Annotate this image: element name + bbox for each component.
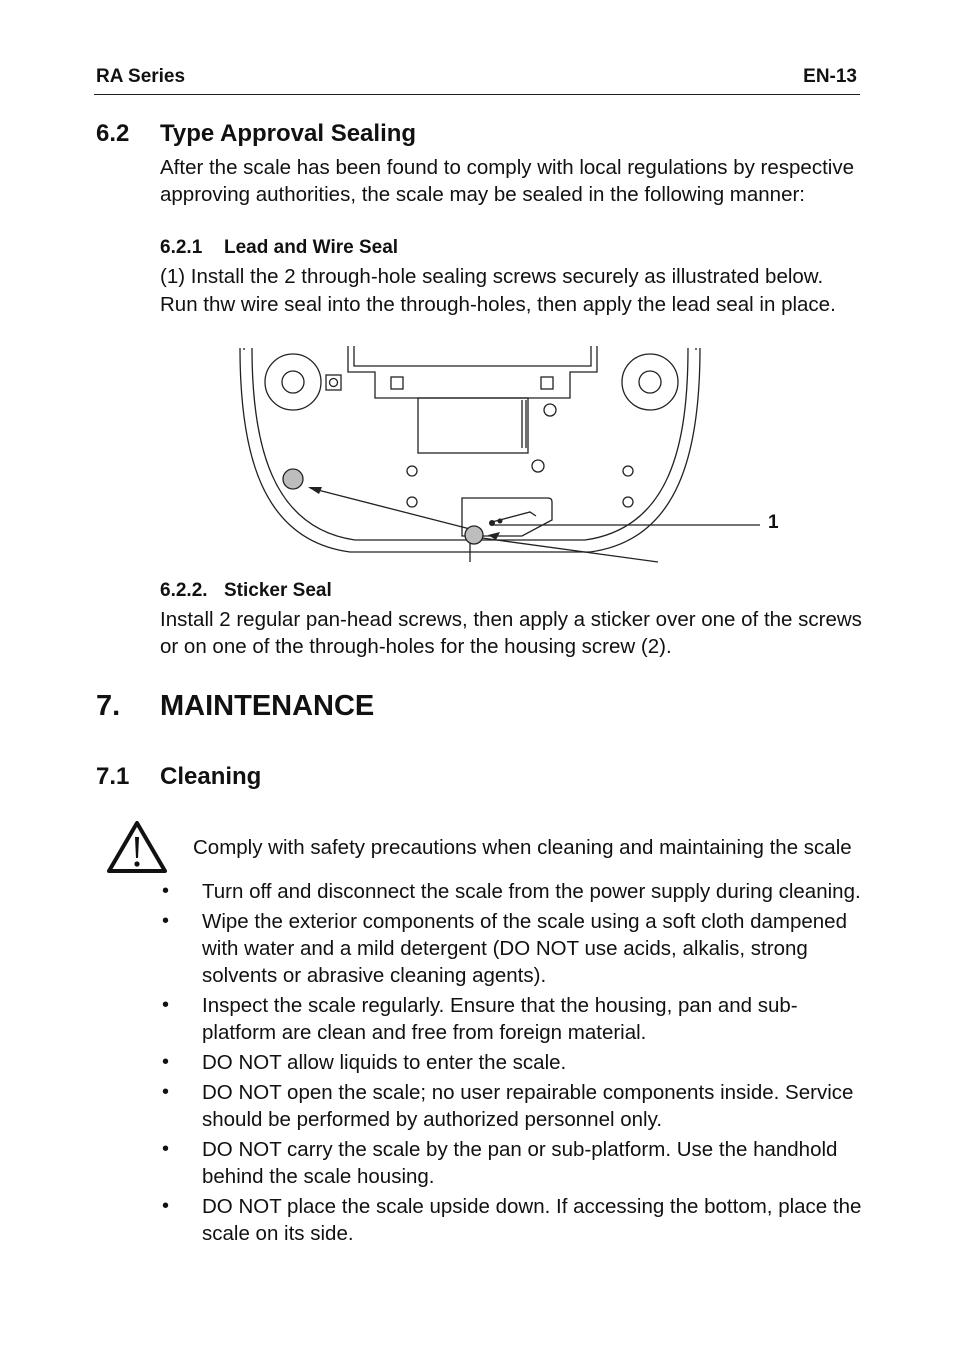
figure-callout-label: 1 [768,512,779,533]
chapter-7-title: MAINTENANCE [160,690,375,722]
center-plate [348,346,597,398]
section-6-2-line-2: approving authorities, the scale may be sealed in the following manner: [160,183,805,206]
section-6-2-2-title: Sticker Seal [224,580,332,601]
list-item-text: DO NOT place the scale upside down. If accessing the bottom, place the [202,1195,862,1218]
section-6-2-title: Type Approval Sealing [160,120,417,147]
module-box [418,398,528,453]
section-6-2-1-line-1: (1) Install the 2 through-hole sealing screws securely as illustrated below. [160,265,824,288]
list-item-text: should be performed by authorized personnel only. [202,1108,663,1131]
section-6-2-1-number: 6.2.1 [160,237,203,258]
bullet-icon: • [162,994,170,1016]
list-item-text: Inspect the scale regularly. Ensure that the housing, pan and sub- [202,994,798,1017]
bullet-icon: • [162,1138,170,1160]
lead-seal [465,526,483,544]
list-item-text: DO NOT allow liquids to enter the scale. [202,1051,567,1074]
left-foot [265,354,321,410]
bullet-icon: • [162,910,170,932]
section-6-2-number: 6.2 [96,120,130,147]
bullet-icon: • [162,1051,170,1073]
running-header-title: RA Series [96,66,186,87]
arrow-line-left [310,488,474,530]
list-item-text: DO NOT open the scale; no user repairable components inside. Service [202,1081,854,1104]
section-6-2-line-1: After the scale has been found to comply with local regulations by respective [160,156,854,179]
page-number: EN-13 [803,66,857,87]
bullet-icon: • [162,880,170,902]
list-item-text: platform are clean and free from foreign material. [202,1021,647,1044]
bullet-icon: • [162,1081,170,1103]
section-6-2-2-line-2: or on one of the through-holes for the housing screw (2). [160,635,672,658]
section-6-2-1-title: Lead and Wire Seal [224,237,399,258]
housing-outer-outline [240,348,700,552]
section-6-2-1-line-2: Run thw wire seal into the through-holes, then apply the lead seal in place. [160,293,836,316]
safety-warning-text: Comply with safety precautions when cleaning and maintaining the scale [193,836,852,859]
left-sealing-screw [283,469,303,489]
section-6-2-2-number: 6.2.2. [160,580,208,601]
chapter-7-number: 7. [96,690,121,722]
right-foot [622,354,678,410]
list-item-text: scale on its side. [202,1222,354,1245]
lead-wire-seal-diagram [230,340,800,575]
header-rule [94,94,860,95]
section-7-1-number: 7.1 [96,763,130,790]
section-7-1-title: Cleaning [160,763,262,790]
list-item-text: solvents or abrasive cleaning agents). [202,964,547,987]
bullet-icon: • [162,1195,170,1217]
list-item-text: Turn off and disconnect the scale from the power supply during cleaning. [202,880,861,903]
list-item-text: Wipe the exterior components of the scale using a soft cloth dampened [202,910,847,933]
section-6-2-2-line-1: Install 2 regular pan-head screws, then apply a sticker over one of the screws [160,608,862,631]
list-item-text: DO NOT carry the scale by the pan or sub-platform. Use the handhold [202,1138,838,1161]
warning-icon [106,820,168,874]
list-item-text: behind the scale housing. [202,1165,435,1188]
list-item-text: with water and a mild detergent (DO NOT use acids, alkalis, strong [202,937,808,960]
